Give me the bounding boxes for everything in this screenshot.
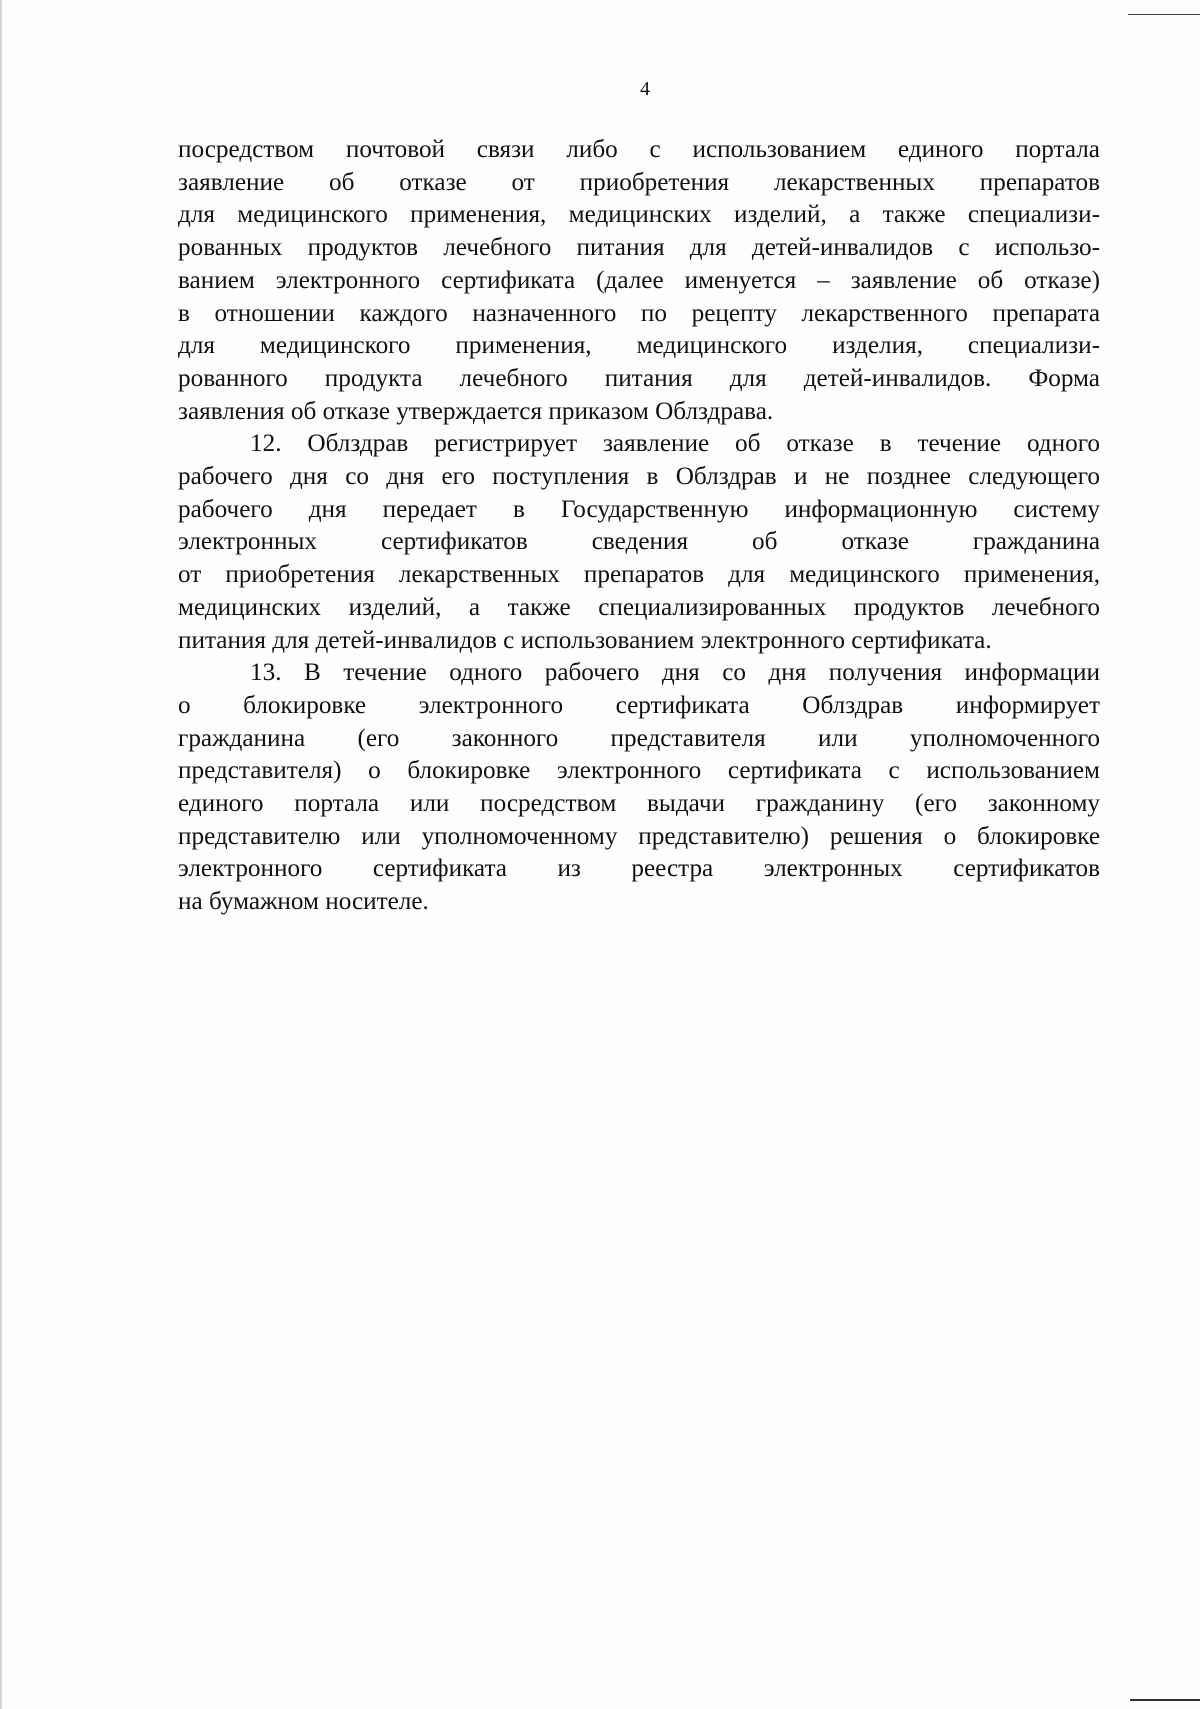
text-line: рованных продуктов лечебного питания для детей-инвалидов с использо- [178, 234, 1100, 262]
text-line: от приобретения лекарственных препаратов для медицинского применения, [178, 561, 1100, 589]
text-line: для медицинского применения, медицинского изделия, специализи- [178, 332, 1100, 360]
text-line: заявления об отказе утверждается приказом Облздрава. [178, 397, 774, 425]
scan-bottom-mark [1130, 1699, 1200, 1701]
text-line: 13. В течение одного рабочего дня со дня получения информации [250, 659, 1100, 687]
text-line: для медицинского применения, медицинских изделий, а также специализи- [178, 201, 1100, 229]
text-line: 12. Облздрав регистрирует заявление об отказе в течение одного [250, 430, 1100, 458]
text-line: на бумажном носителе. [178, 888, 429, 916]
text-line: заявление об отказе от приобретения лекарственных препаратов [178, 168, 1100, 196]
text-line: электронных сертификатов сведения об отказе гражданина [178, 528, 1100, 556]
text-line: посредством почтовой связи либо с использованием единого портала [178, 136, 1100, 163]
text-line: питания для детей-инвалидов с использованием электронного сертификата. [178, 626, 992, 654]
text-line: рабочего дня передает в Государственную информационную систему [178, 495, 1100, 523]
text-line: представителю или уполномоченному представителю) решения о блокировке [178, 822, 1100, 850]
document-body [178, 134, 1100, 919]
page-number: 4 [640, 78, 650, 100]
text-line: медицинских изделий, а также специализированных продуктов лечебного [178, 593, 1100, 621]
text-line: в отношении каждого назначенного по рецепту лекарственного препарата [178, 299, 1100, 327]
text-line: рабочего дня со дня его поступления в Облздрав и не позднее следующего [178, 463, 1100, 491]
scan-left-edge [0, 0, 2, 1709]
text-line: представителя) о блокировке электронного сертификата с использованием [178, 757, 1100, 785]
text-line: ванием электронного сертификата (далее именуется – заявление об отказе) [178, 266, 1100, 294]
scan-top-mark [1128, 14, 1200, 15]
text-line: о блокировке электронного сертификата Облздрав информирует [178, 691, 1100, 719]
text-line: гражданина (его законного представителя или уполномоченного [178, 724, 1100, 752]
text-line: единого портала или посредством выдачи гражданину (его законному [178, 790, 1100, 818]
text-line: рованного продукта лечебного питания для детей-инвалидов. Форма [178, 364, 1100, 392]
text-line: электронного сертификата из реестра электронных сертификатов [178, 855, 1100, 883]
